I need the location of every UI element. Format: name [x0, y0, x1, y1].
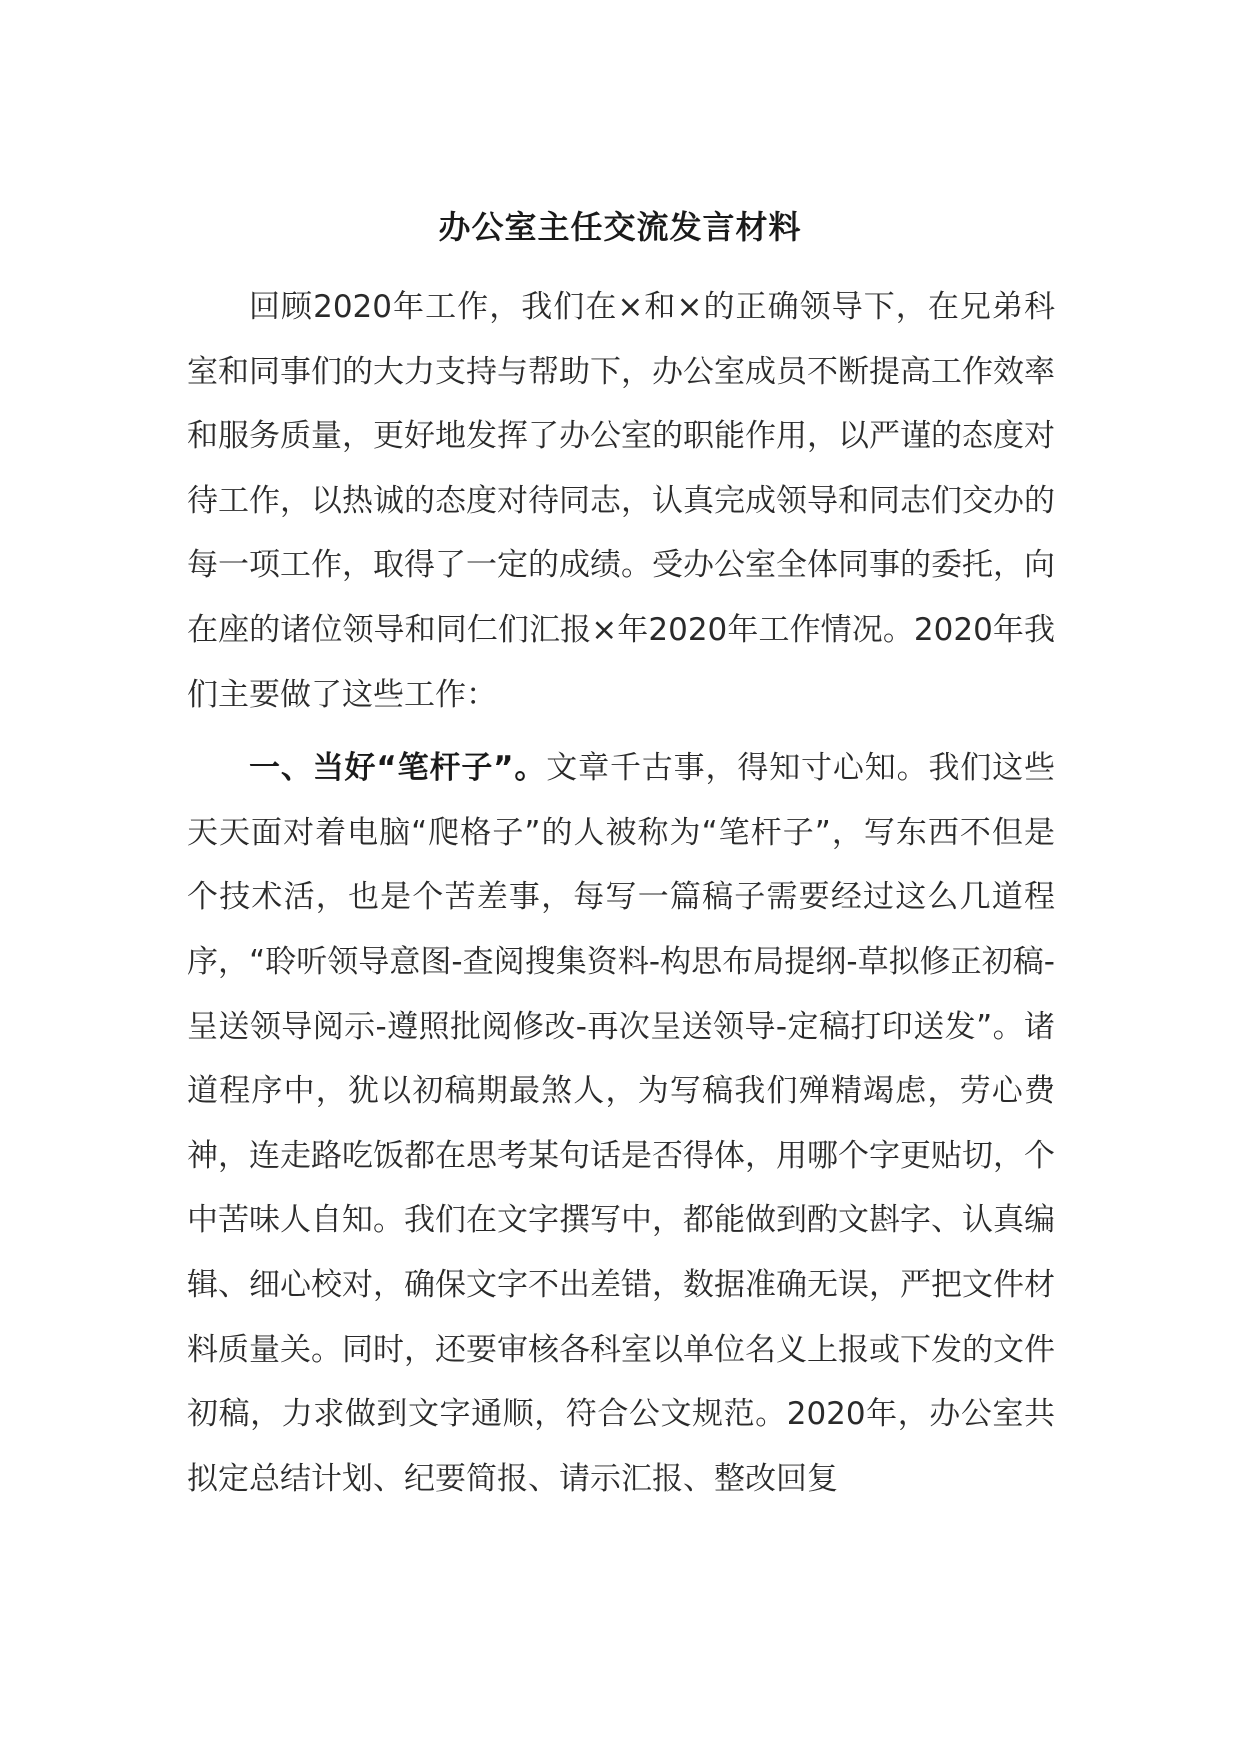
paragraph-intro: 回顾2020年工作，我们在×和×的正确领导下，在兄弟科室和同事们的大力支持与帮助下，办公室成员不断提高工作效率和服务质量，更好地发挥了办公室的职能作用，以严谨的态度对待工作，以热诚的态度对待同志，认真完成领导和同志们交办的每一项工作，取得了一定的成绩。受办公室全体同事的委托，向在座的诸位领导和同仁们汇报×年2020年工作情况。2020年我们主要做了这些工作：: [187, 289, 1055, 713]
document-title: 办公室主任交流发言材料: [438, 208, 802, 246]
document-body: [187, 275, 1055, 1511]
section-text: 文章千古事，得知寸心知。我们这些天天面对着电脑“爬格子”的人被称为“笔杆子”，写东西不但是个技术活，也是个苦差事，每写一篇稿子需要经过这么几道程序，“聆听领导意图-查阅搜集资料-构思布局提纲-草拟修正初稿-呈送领导阅示-遵照批阅修改-再次呈送领导-定稿打印送发”。诸道程序中，犹以初稿期最煞人，为写稿我们殚精竭虑，劳心费神，连走路吃饭都在思考某句话是否得体，用哪个字更贴切，个中苦味人自知。我们在文字撰写中，都能做到酌文斟字、认真编辑、细心校对，确保文字不出差错，数据准确无误，严把文件材料质量关。同时，还要审核各科室以单位名义上报或下发的文件初稿，力求做到文字通顺，符合公文规范。2020年，办公室共拟定总结计划、纪要简报、请示汇报、整改回复: [187, 750, 1055, 1497]
paragraph-section-1: [187, 736, 1055, 1511]
section-heading: 一、当好“笔杆子”。: [249, 750, 547, 787]
